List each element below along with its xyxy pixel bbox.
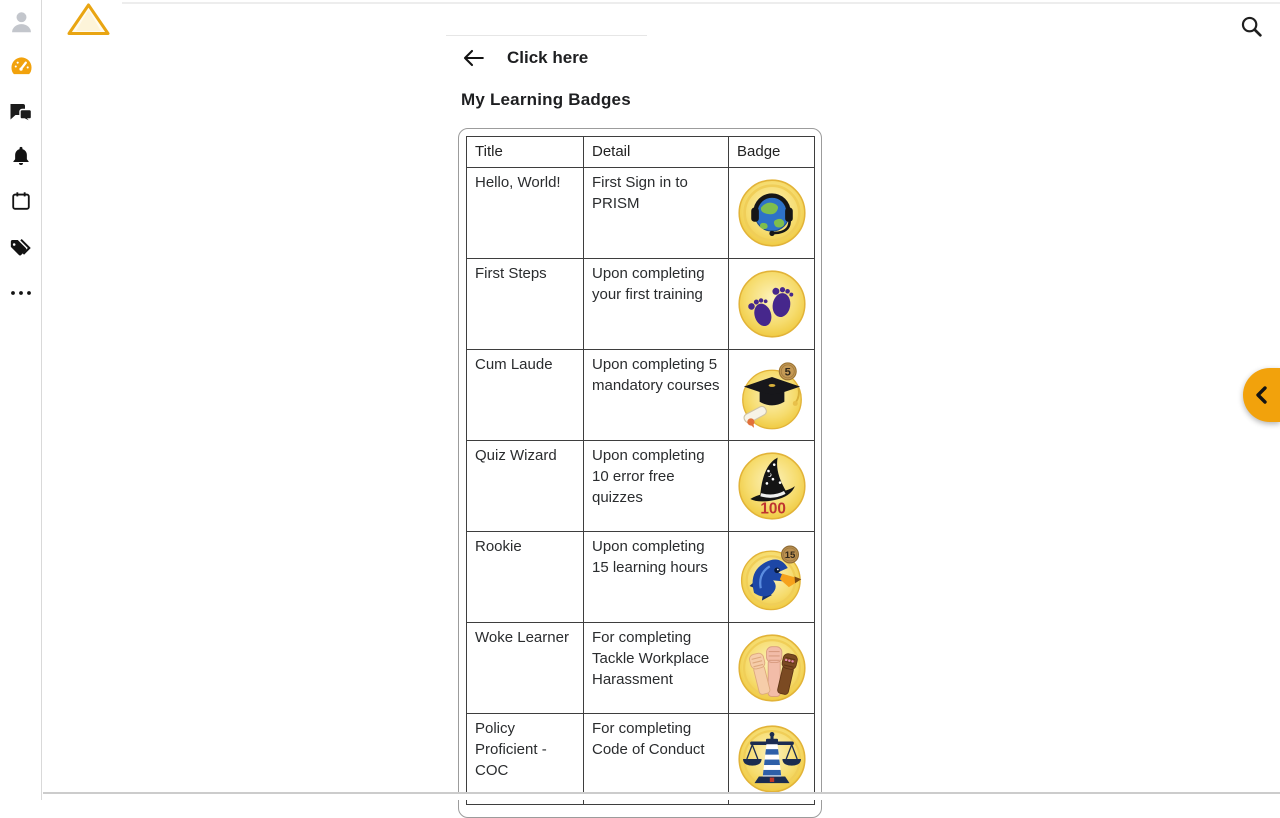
svg-text:100: 100 [759, 500, 786, 518]
badge-detail: Upon completing 5 mandatory courses [584, 350, 729, 441]
header-divider [446, 35, 647, 36]
table-row [467, 623, 815, 714]
badge-image-cell [729, 441, 815, 532]
table-header-row [467, 137, 815, 168]
table-row [467, 350, 815, 441]
calendar-icon [10, 190, 32, 212]
badge-image-cell [729, 259, 815, 350]
sidebar-item-notifications[interactable] [0, 144, 42, 168]
badge-title: First Steps [467, 259, 584, 350]
avatar[interactable] [0, 8, 42, 35]
sidebar-item-dashboard[interactable] [0, 56, 42, 77]
sidebar-item-calendar[interactable] [0, 190, 42, 212]
top-divider [122, 2, 1280, 4]
badge-detail: Upon completing 10 error free quizzes [584, 441, 729, 532]
left-icon-rail [0, 0, 42, 800]
column-header-badge: Badge [729, 137, 815, 168]
ellipsis-icon [10, 289, 32, 297]
table-row [467, 168, 815, 259]
column-header-detail: Detail [584, 137, 729, 168]
bottom-divider [43, 792, 1280, 800]
table-row [467, 714, 815, 805]
badge-title: Quiz Wizard [467, 441, 584, 532]
badge-title: Woke Learner [467, 623, 584, 714]
badge-detail: First Sign in to PRISM [584, 168, 729, 259]
avatar-icon [8, 8, 35, 35]
back-arrow-icon [461, 46, 485, 70]
badge-title: Cum Laude [467, 350, 584, 441]
badge-image-cell [729, 350, 815, 441]
badge-detail: Upon completing your first training [584, 259, 729, 350]
badge-image-cell [729, 168, 815, 259]
sidebar-item-more[interactable] [0, 289, 42, 297]
graduation-cap-badge-icon [736, 359, 808, 431]
prism-triangle-logo[interactable] [66, 2, 111, 42]
badge-title: Policy Proficient - COC [467, 714, 584, 805]
badge-title: Hello, World! [467, 168, 584, 259]
badge-image-cell [729, 623, 815, 714]
scales-lighthouse-badge-icon [737, 724, 807, 794]
svg-text:15: 15 [784, 549, 795, 561]
globe-headset-badge-icon [737, 178, 807, 248]
wizard-hat-badge-icon [737, 451, 807, 521]
badges-table [466, 136, 815, 805]
back-button-label[interactable]: Click here [507, 48, 589, 67]
search-button[interactable] [1239, 14, 1264, 44]
column-header-title: Title [467, 137, 584, 168]
drawer-handle-button[interactable] [1243, 368, 1280, 422]
table-row [467, 532, 815, 623]
triangle-logo-icon [66, 2, 111, 37]
speedometer-icon [10, 56, 33, 77]
tags-icon [9, 237, 33, 259]
chat-bubbles-icon [9, 101, 33, 123]
sidebar-item-messages[interactable] [0, 101, 42, 123]
raised-fists-badge-icon [737, 633, 807, 703]
page-title: My Learning Badges [461, 90, 631, 109]
chevron-left-icon [1254, 385, 1270, 405]
back-button[interactable] [461, 46, 485, 75]
badge-detail: For completing Tackle Workplace Harassment [584, 623, 729, 714]
baby-footprints-badge-icon [737, 269, 807, 339]
badge-image-cell [729, 714, 815, 805]
falcon-badge-icon [736, 541, 808, 613]
badge-detail: Upon completing 15 learning hours [584, 532, 729, 623]
badge-image-cell [729, 532, 815, 623]
svg-text:5: 5 [784, 366, 791, 379]
badge-detail: For completing Code of Conduct [584, 714, 729, 805]
sidebar-item-tags[interactable] [0, 237, 42, 259]
table-row [467, 259, 815, 350]
search-icon [1239, 14, 1264, 39]
badge-title: Rookie [467, 532, 584, 623]
bell-icon [10, 144, 32, 168]
table-row [467, 441, 815, 532]
badges-table-card [458, 128, 822, 818]
